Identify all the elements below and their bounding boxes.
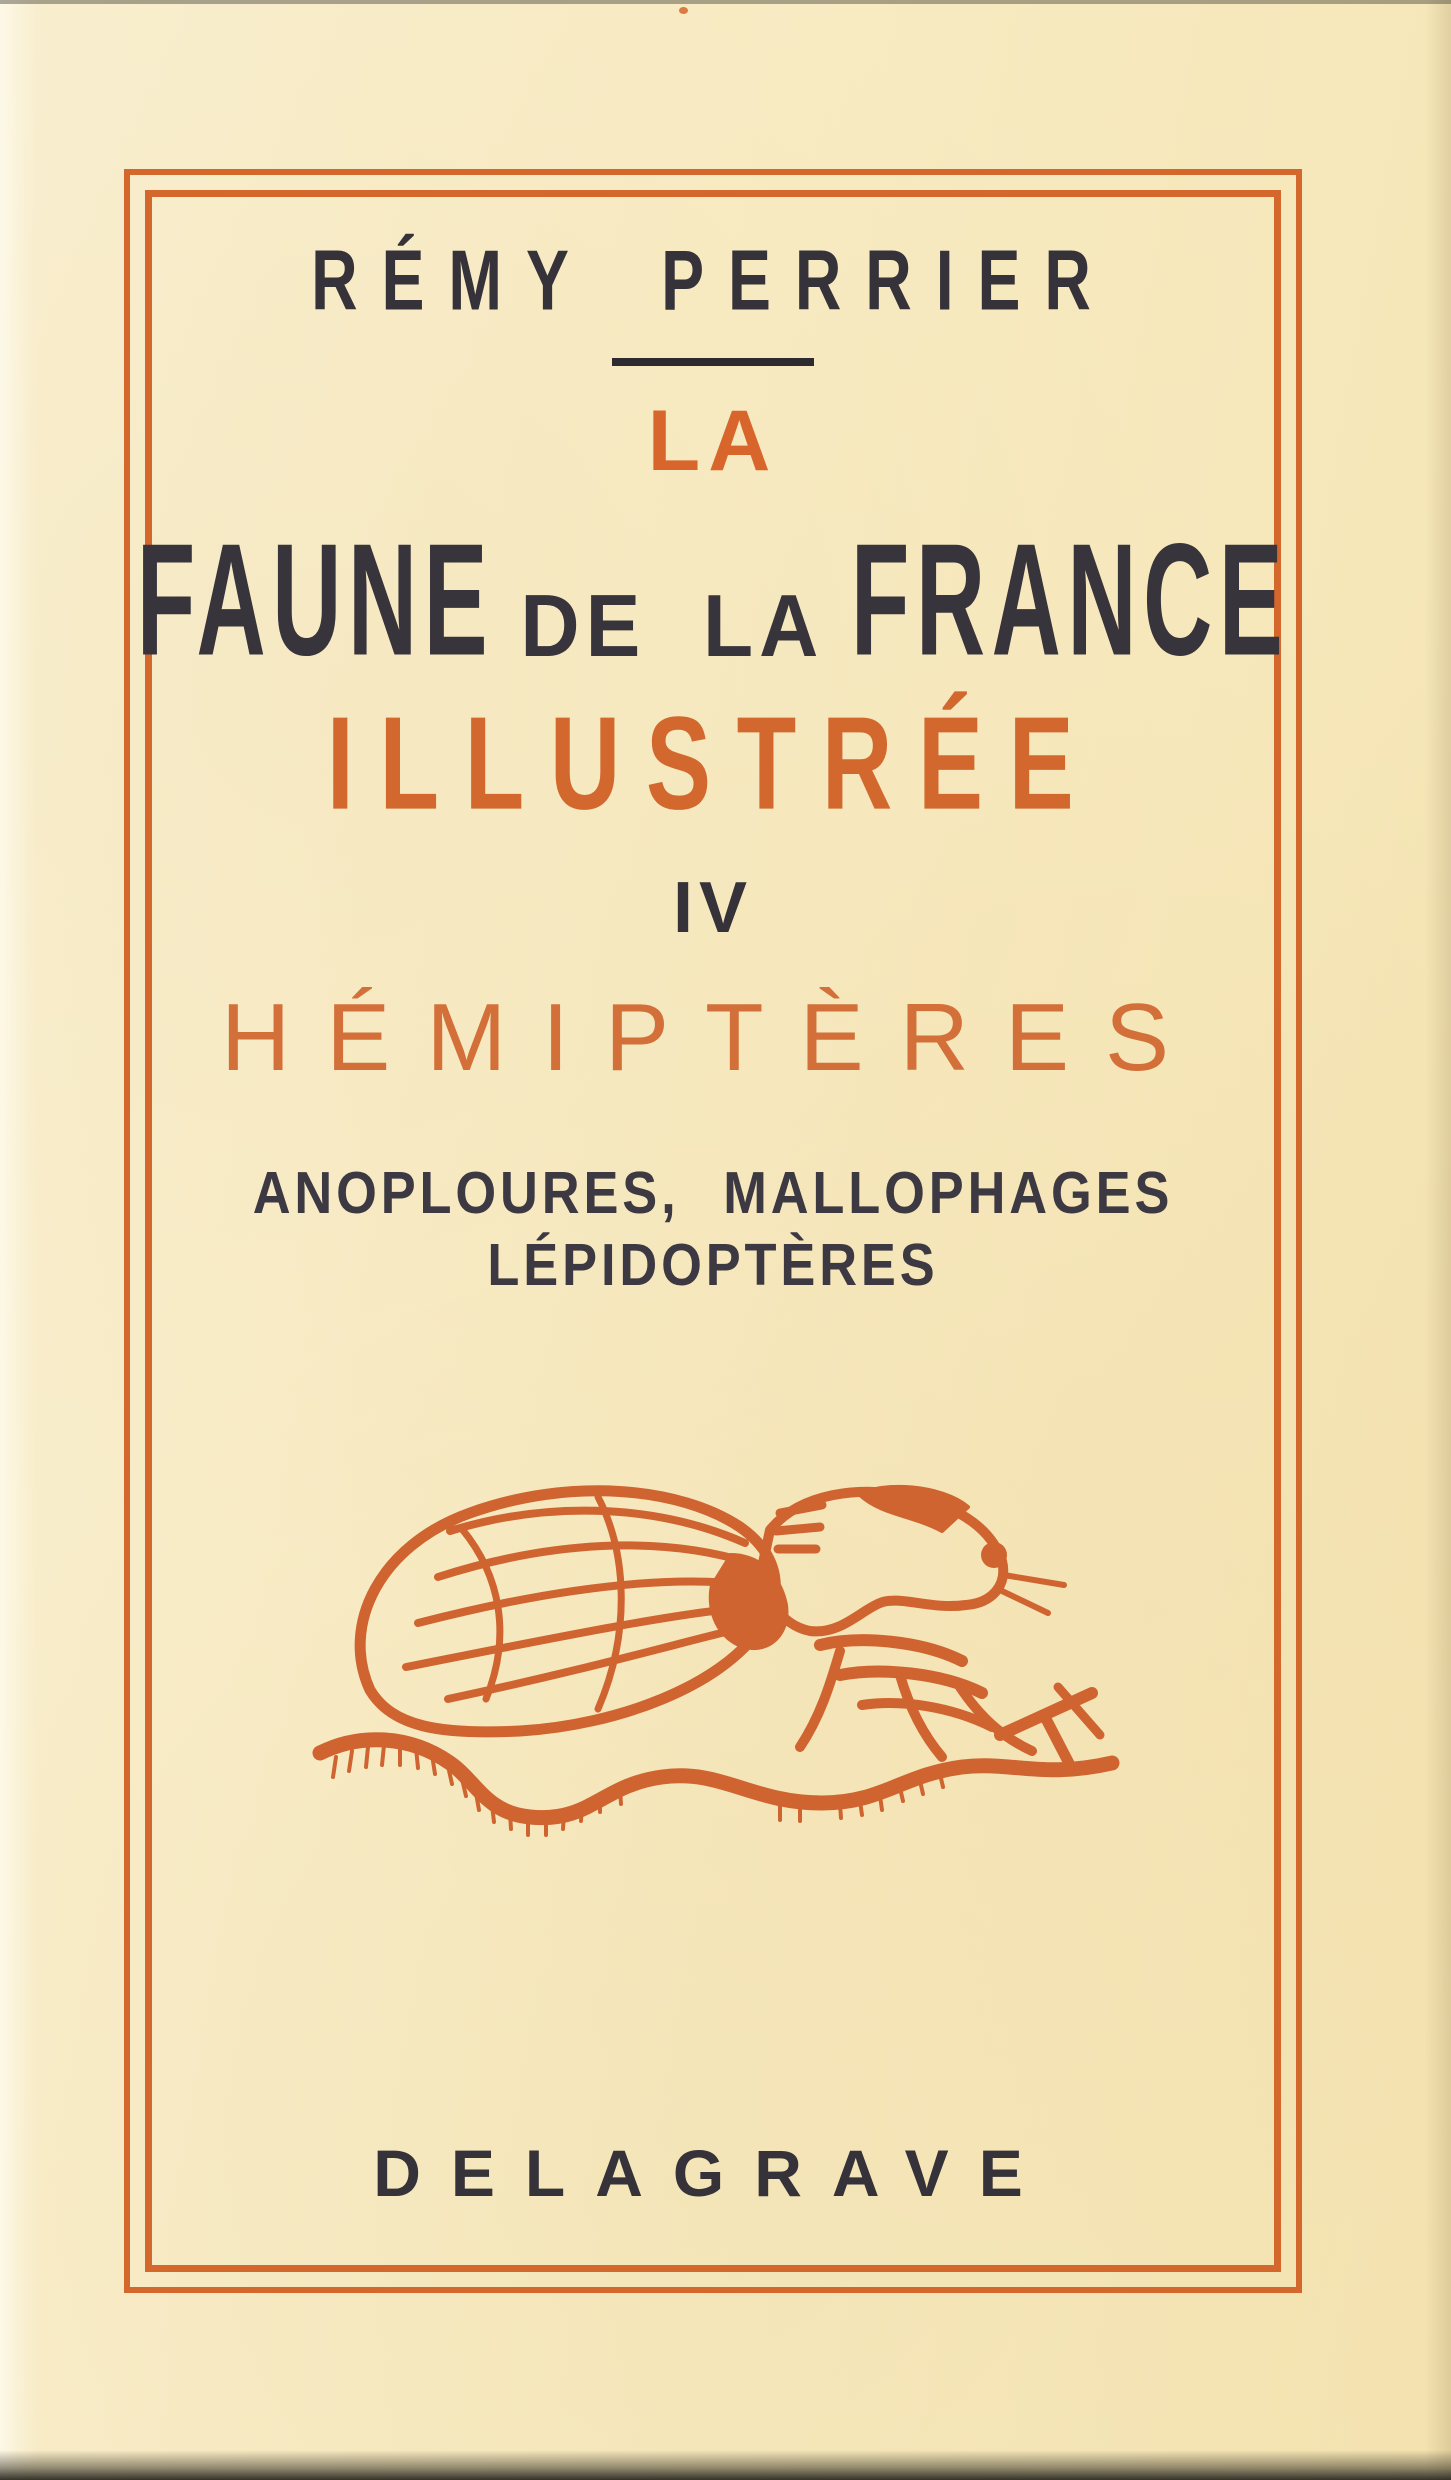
subtitle-line-2: LÉPIDOPTÈRES: [487, 1232, 939, 1299]
scan-edge-right: [1425, 0, 1451, 2480]
volume-number: IV: [672, 868, 754, 948]
title-qualifier: ILLUSTRÉE: [326, 690, 1100, 838]
body: [709, 1487, 1064, 1757]
title-word-france: FRANCE: [851, 510, 1290, 690]
scan-edge-top: [0, 0, 1451, 4]
title-word-faune: FAUNE: [136, 510, 494, 690]
publisher-name: DELAGRAVE: [373, 2136, 1053, 2210]
title-article: LA: [647, 393, 779, 489]
subtitle-line-1: ANOPLOURES, MALLOPHAGES: [252, 1160, 1174, 1227]
cicada-illustration: [300, 1435, 1150, 1855]
scan-speck: [679, 7, 688, 14]
main-title: [125, 510, 1301, 690]
author-name: RÉMY PERRIER: [311, 232, 1115, 328]
branch: [320, 1687, 1112, 1835]
divider-rule: [125, 358, 1301, 366]
scan-edge-left: [0, 0, 38, 2480]
frame-inner-border: [145, 190, 1281, 2272]
scan-edge-bottom: [0, 2450, 1451, 2480]
series-title: HÉMIPTÈRES: [220, 984, 1206, 1091]
title-connector: DE LA: [520, 576, 825, 676]
